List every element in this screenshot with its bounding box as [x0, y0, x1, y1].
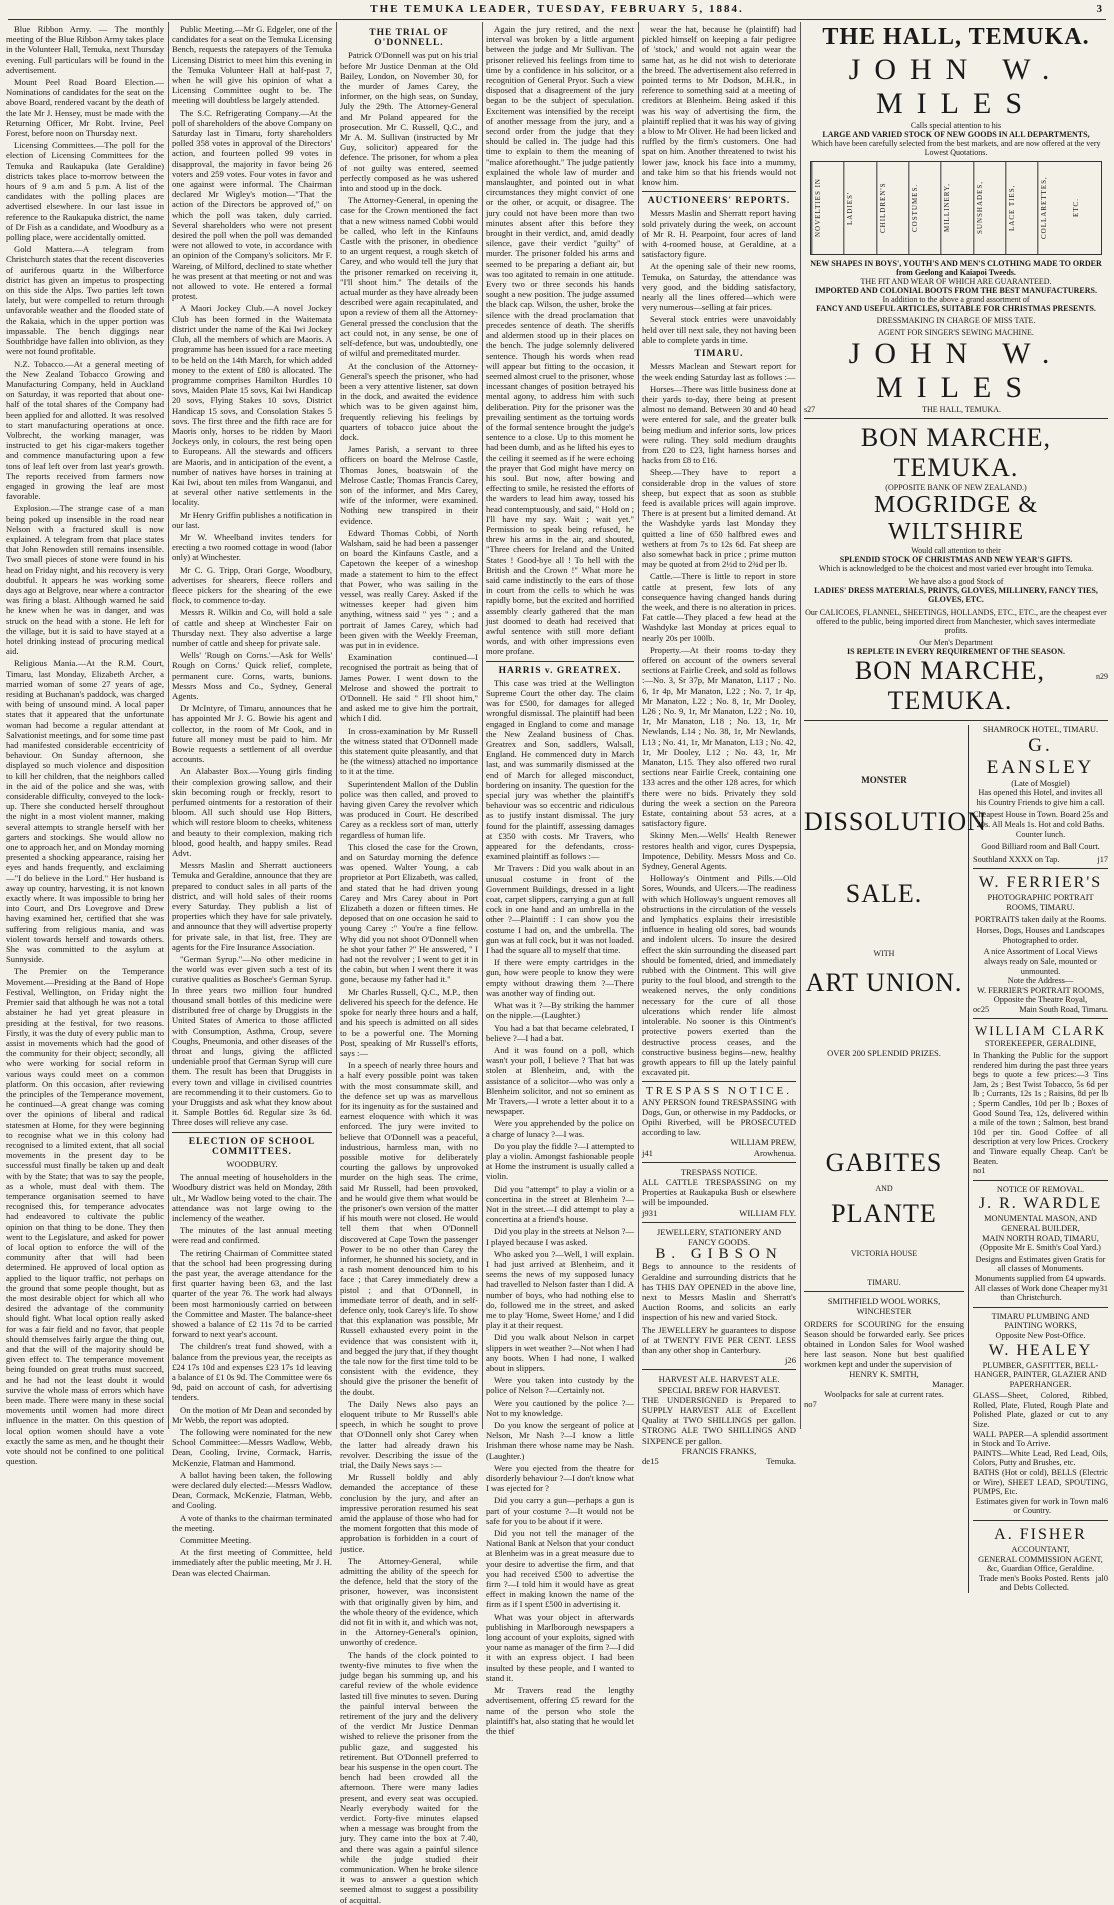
imported-text: IMPORTED AND COLONIAL BOOTS FROM THE BEST MANUFACTURERS. — [815, 286, 1097, 295]
school-paragraph: A vote of thanks to the chairman terminated the meeting. — [172, 1512, 332, 1533]
bon-text: IS REPLETE IN EVERY REQUIREMENT OF THE SEASON. — [847, 647, 1065, 656]
column-trial — [340, 24, 478, 1905]
news-paragraph: Mr Henry Griffin publishes a notification in our last. — [172, 509, 332, 530]
harris-paragraph: Did you not tell the manager of the National Bank at Nelson that your conduct at Blenheim was in a great measure due to your desire to advertise the firm, and that you had received £500 to advertise the firm ?—I told him it would have as great effect in making known the name of the firm as if I spent £500 in advertising it. — [486, 1528, 634, 1610]
news-paragraph: Messrs Maslin and Sherratt auctioneers Temuka and Geraldine, announce that they are prepared to conduct sales in all parts of the district, and will hold sales of their rooms every Saturday. They publish a list of properties which they have for sale privately, and announce that they will advertise property for private sale, in that list, free. They are agents for the Fire Insurance Association. — [172, 860, 332, 952]
harvest-ale-ad — [642, 1374, 796, 1466]
miles-name: JOHN W. MILES — [848, 337, 1064, 404]
trial-paragraph: Superintendent Mallon of the Dublin police was then called, and proved to having given Carey the revolver which was produced in Court. He described Carey as a reckless sort of man, utterly regardless of human life. — [340, 778, 478, 840]
harris-paragraph: Did you walk about Nelson in carpet slippers in wet weather ?—Not when I had any boots. When I had none, I walked about in slippers. — [486, 1332, 634, 1373]
calls-text: LARGE AND VARIED STOCK OF NEW GOODS IN ALL DEPARTMENTS, — [822, 130, 1090, 139]
lower-ads — [804, 725, 1108, 1593]
trespass-title: TRESPASS NOTICE. — [680, 1166, 758, 1177]
divider — [973, 1520, 1108, 1521]
harris-paragraph: What was your object in afterwards publishing in Marlborough newspapers a long account of your exploits, signed with your name as manager of the firm ?—I did it with an express object. I had been insulted by these people, and I wanted to stand it. — [486, 1611, 634, 1683]
news-paragraph: Mr C. G. Tripp, Orari Gorge, Woodbury, advertises for shearers, fleece rollers and fleece pickers for the shearing of the ewe flock, to commence to-day. — [172, 564, 332, 606]
removal-title: NOTICE OF REMOVAL. — [996, 1184, 1085, 1194]
ferrier-address: Opposite the Theatre Royal, — [993, 995, 1088, 1005]
column-rule — [800, 22, 801, 1429]
harvest-signature: FRANCIS FRANKS, — [681, 1445, 757, 1456]
column-notices — [172, 24, 332, 1578]
school-place: WOODBURY. — [226, 1158, 278, 1169]
news-paragraph: Wells' 'Rough on Corns.'—Ask for Wells' Rough on Corns.' Quick relief, complete, permanent cure. Corns, warts, bunions. Messrs Moss and Co., Sydney, General Agents. — [172, 650, 332, 701]
timaru-paragraph: Sheep.—They have to report a considerable drop in the values of store sheep, but expect that as soon as stubble feed is available prices will again improve. There is at present but a limited demand. At the Washdyke yards last Monday they quitted a line of 650 halfbred ewes and wethers at from 7s to 12s 6d. Fat sheep are also somewhat back in price ; prime mutton may be quoted at from 2½d to 2¾d per lb. — [642, 467, 796, 570]
ad-code: no1 — [973, 1166, 986, 1176]
gea-southland: Southland XXXX on Tap. — [973, 854, 1060, 864]
divider — [804, 418, 1108, 419]
bon-title: BON MARCHE, TEMUKA. — [860, 423, 1052, 482]
trial-paragraph: James Parish, a servant to three officers on board the Melrose Castle, Thomas Jones, boatswain of the Melrose Castle; Thomas Francis Carey, son of the informer, and Mrs Carey, wife of the informer, were examined. Nothing new transpired in their evidence. — [340, 444, 478, 526]
timaru-paragraph: Cattle.—There is little to report in store cattle at present, few lots of any consequence having changed hands during the week, and there is no alteration in prices. Fat cattle—They placed a few head at the Washdyke last Monday at prices equal to nearly 20s per 100lb. — [642, 571, 796, 643]
healey-trades: PLUMBER, GASFITTER, BELL-HANGER, PAINTER, GLAZIER AND PAPERHANGER. — [974, 1360, 1107, 1389]
healey-text: WALL PAPER—A splendid assortment in Stock and To Arrive. — [973, 1429, 1108, 1449]
divider — [642, 1222, 796, 1223]
ferrier-text: PORTRAITS taken daily at the Rooms. — [974, 914, 1107, 924]
addition-text: In addition to the above a grand assortment of — [882, 295, 1030, 304]
bon-marche-ad — [804, 423, 1108, 716]
trespass-notice-2 — [642, 1167, 796, 1218]
miles-name: JOHN W. MILES — [848, 53, 1064, 120]
bon-opp: (OPPOSITE BANK OF NEW ZEALAND.) — [885, 483, 1027, 492]
divider — [486, 661, 634, 662]
harris-paragraph: What was it ?—By striking the hammer on the nipple.—(Laughter.) — [486, 1000, 634, 1021]
agent-text: AGENT FOR SINGER'S SEWING MACHINE. — [878, 328, 1034, 337]
news-paragraph: Gold Mattera.—A telegram from Christchurch states that the recent discoveries of auriferous quartz in the Wilberforce district has given an impetus to prospecting on this side the Alps. Two parties left town lately, but were compelled to return through unfavorable weather and the flooded state of the Rakaia, which in the upper portion was impassable. The bench diggings near Southbridge have fallen into oblivion, as they were not found profitable. — [6, 244, 164, 357]
gea-name: G. EANSLEY — [986, 734, 1095, 778]
fit-text: THE FIT AND WEAR OF WHICH ARE GUARANTEED. — [860, 277, 1052, 286]
ad-code: oc25 — [973, 1004, 990, 1014]
fisher-text: GENERAL COMMISSION AGENT, &c, Guardian Office, Geraldine. — [978, 1554, 1103, 1574]
wardle-text: Designs and Estimates given Gratis for all classes of Monuments. — [975, 1254, 1106, 1274]
harris-paragraph: Were you apprehended by the police on a charge of lunacy ?—I was. — [486, 1118, 634, 1139]
ad-code: j931 — [642, 1207, 658, 1218]
plante-label: PLANTE — [831, 1199, 937, 1228]
clark-ad — [973, 1023, 1108, 1175]
ads-region — [804, 24, 1108, 1593]
smithfield-place: WINCHESTER — [856, 1306, 912, 1316]
with-label: WITH — [873, 949, 895, 958]
trial-paragraph: Mr Charles Russell, Q.C., M.P., then delivered his speech for the defence. He spoke for nearly three hours and a half, and his speech is admitted on all sides to be a powerful one. The Morning Post, speaking of Mr Russell's efforts, says :— — [340, 986, 478, 1058]
divider — [642, 191, 796, 192]
divider — [642, 1369, 796, 1370]
gea-cheapest: Cheapest House in Town. Board 25s and 20s. All Meals 1s. Hot and cold Baths. Counter lunch. — [973, 810, 1108, 839]
clark-text: In Thanking the Public for the support rendered him during the past three years begs to quote a few prices:—3 Tins Jam, 2s ; Best Twist Tobacco, 5s 6d per lb ; Currants, 12s 1s ; Raisins, 8d per lb ; Sperm Candles, 10d per lb ; Boxes of Good Sound Tea, 12s, delivered within a mile of the town ; Salmon, best brand 10d per tin. Good Coffee of all description at very low Prices. Crockery and Tinware equally Cheap. Can't be Beaten. — [973, 1051, 1108, 1166]
news-paragraph: Explosion.—The strange case of a man being poked up insensible in the road near Nelson with a fractured skull is now explained. A telegram from that place states that John Renowden still remains insensible. Two small pieces of stone were found in his head on Friday night, and his recovery is very doubtful. It appears he was working some days ago at Belgrove, near where a contractor was firing a blast. Although warned he said he knew when he was in danger, and was struck on the head with a stone. He left for the village, but it is said to have stayed at a hotel drinking instead of procuring medical aid. — [6, 503, 164, 657]
timaru-paragraph: Horses—There was little business done at their yards to-day, there being at present almost no demand. Between 30 and 40 head were entered for sale, and the greater bulk being medium and inferior sorts, low prices were ruling. They sold medium draughts from £20 to £23, light harness horses and hacks from £8 to £16. — [642, 383, 796, 466]
trial-paragraph: The hands of the clock pointed to twenty-five minutes to five when the judge began his summing up, and his careful review of the whole evidence lasted till five minutes to seven. During the painful interval between the retirement of the jury and the delivery of the verdict Mr Justice Denman wished to relieve the prisoner from the public gaze, and suggested his retirement. But O'Donnell preferred to bear his suspense in the open court. The bench had been crowded all the afternoon. There were many ladies present, and every seat was occupied. Nearly everybody waited for the verdict. Forty-five minutes elapsed when a message was brought from the jury. They came into the box at 7.40, and there was again a painful silence while the judge studied their communication. When he broke silence it was to answer a question which seemed almost to suggest a possibility of acquittal. — [340, 1649, 478, 1905]
wardle-text: MAIN NORTH ROAD, TIMARU, — [982, 1233, 1099, 1243]
ferrier-address: Main South Road, Timaru. — [1019, 1004, 1108, 1014]
wardle-text: MONUMENTAL MASON, AND GENERAL BUILDER, — [984, 1214, 1097, 1233]
timaru-paragraph: Property.—At their rooms to-day they offered on account of the owners several sections at Fairlie Creek, and sold as follows :—No. 3, Sr 37p, Mr Manaton, L117 ; No. 6, 1r 4p, Mr Manaton, L22 ; No. 7, 1r 4p, Mr Manaton, L22 ; No. 8, 1r, Mr Dooley, L26 ; No. 9, 1r, Mr Manaton, L22 ; No. 10, 1r, Mr Manaton, L18 ; No. 13, 1r, Mr Newlands, L14 ; No. 38, 1r, Mr Newlands, L13 ; No. 41, 1r, Mr Manaton, L13 ; No. 42, 1r, Mr Dooley, L12 ; No. 43, 1r, Mr Manaton, L15. They also offered two rural sections near Fairlie Creek, containing one 133 acres and the other 128 acres, for which there were no bids. Privately they sold during the week a section on the Pareora Estate, containing about 53 acres, at a satisfactory figure. — [642, 644, 796, 829]
healey-title: TIMARU PLUMBING AND PAINTING WORKS, — [991, 1311, 1090, 1331]
column-rule — [638, 22, 639, 1429]
wardle-ad — [973, 1185, 1108, 1303]
divider — [804, 720, 1108, 721]
school-paragraph: The minutes of the last annual meeting were read and confirmed. — [172, 1225, 332, 1246]
trial-paragraph: In cross-examination by Mr Russell the witness stated that O'Donnell made this statement quite pleasantly, and that he (the witness) attached no importance to it at the time. — [340, 725, 478, 777]
harris-paragraph: Were you cautioned by the police ?—Not to my knowledge. — [486, 1397, 634, 1418]
school-paragraph: The following were nominated for the new School Committee:—Messrs Wadlow, Webb, Dean, Cooling, Irvine, Cormack, Harris, McKenzie, Flatman and Hammond. — [172, 1427, 332, 1468]
victoria-label: VICTORIA HOUSE — [850, 1249, 918, 1258]
school-title: ELECTION OF SCHOOL COMMITTEES. — [188, 1136, 316, 1157]
department-label: LACE TIES, — [1005, 162, 1037, 254]
ad-code: mal6 — [1091, 1496, 1108, 1506]
harvest-sub: SPECIAL BREW FOR HARVEST. — [657, 1384, 781, 1395]
news-paragraph: Licensing Committees.—The poll for the election of Licensing Committees for the Temuka and Raukapuka (late Geraldine) districts takes place to-morrow between the hours of 9 a.m and 5 p.m. A list of the candidates with the polling places are advertised elsewhere. In our last issue in reference to the Raukapuka district, the name of Dr Fish as a candidate, and Woodbury as a polling place, were accidentally omitted. — [6, 140, 164, 243]
gea-late: (Late of Mosgiel) — [1011, 778, 1070, 788]
fancy-text: FANCY AND USEFUL ARTICLES, SUITABLE FOR CHRISTMAS PRESENTS. — [816, 304, 1096, 313]
harris-paragraph: Do you play the fiddle ?—I attempted to play a violin. Amongst fashionable people at Home the instrument is usually called a violin. — [486, 1140, 634, 1182]
jeweller-name: B. GIBSON — [655, 1246, 783, 1263]
trespass-text: ANY PERSON found TRESPASSING with Dogs, Gun, or otherwise in my Paddocks, or Opihi Riverbed, will be PROSECUTED according to law. — [642, 1096, 796, 1138]
harvest-text: THE UNDERSIGNED is Prepared to SUPPLY HARVEST ALE of Excellent Quality at TWO SHILLINGS per gallon. STRONG ALE TWO SHILLINGS AND SIXPENCE per gallon. — [642, 1394, 796, 1446]
divider — [642, 1162, 796, 1163]
ferrier-text: Horses, Dogs, Houses and Landscapes Photographed to order. — [976, 926, 1105, 945]
art-union-label: ART UNION. — [805, 968, 963, 997]
gea-note: Has opened this Hotel, and invites all his Country Friends to give him a call. — [976, 788, 1105, 807]
divider — [973, 1307, 1108, 1308]
healey-sub: Opposite New Post-Office. — [995, 1330, 1086, 1340]
fisher-text: Trade men's Books Posted. Rents and Debts Collected. — [978, 1573, 1090, 1593]
divider — [642, 1081, 796, 1082]
news-paragraph: Mount Peel Road Board Election.—Nominations of candidates for the seat on the above Board, rendered vacant by the death of the late Mr J. Hensey, must be made with the Returning Officer, Mr Robt. Irvine, Peel Forest, before noon on Thursday next. — [6, 77, 164, 139]
clark-name: WILLIAM CLARK — [974, 1023, 1107, 1039]
hall-subtitle: THE HALL, TEMUKA. — [922, 405, 1002, 414]
auction-title: AUCTIONEERS' REPORTS. — [647, 196, 791, 207]
harris-paragraph: wear the hat, because he (plaintiff) had pickled himself on keeping a fair pedigree of 'stock,' and would not again wear the same hat, as he did not wish to deteriorate the breed. The advertisement also referred in pointed terms to Mr Dodson, M.H.R., in reference to something said at a meeting of creditors at Blenheim. Being asked if this was his way of advertising the firm, the plaintiff replied that it was his way of giving a blow to Mr Oliver. He had been licked and ruffled by the firm's customers. One had spat on him. Another threatened to twist his lower jaw, knock his face into a mummy, and take him so that his friends would not know him. — [642, 24, 796, 188]
ad-code: my31 — [1089, 1283, 1108, 1293]
jewellery-ad — [642, 1227, 796, 1366]
ferrier-ad — [973, 873, 1108, 1014]
harris-paragraph: And it was found on a poll, which wasn't your poll, I believe ? That bat was stolen at Blenheim, and, with the assistance of a solicitor—who was only a Blenheim solicitor, and not so eminent as Mr Travers,—I wrote a letter about it to a newspaper. — [486, 1044, 634, 1117]
trial-title: THE TRIAL OF O'DONNELL. — [369, 28, 449, 49]
ad-code: no7 — [804, 1399, 817, 1409]
school-paragraph: At the first meeting of Committee, held immediately after the public meeting, Mr J. H. Dean was elected Chairman. — [172, 1547, 332, 1578]
small-ad-paragraph: Holloway's Ointment and Pills.—Old Sores, Wounds, and Ulcers.—The readiness with which Holloway's unguent removes all obstructions in the circulation of the vessels and lymphatics explains their irresistible influence in healing old sores, bad wounds and indolent ulcers. To insure the desired effect the skin surrounding the diseased part should be fomented, dried, and immediately rubbed with the Ointment. This will give purity to the foul blood, and strength to the weakened nerves, the only conditions necessary for the cure of all those ulcerations which render life almost intolerable. No sooner is this Ointment's protective powers exerted than the destructive process ceases, and the constructive business begins—new, healthy growth appears to fill up the lately painful excavated pit. — [642, 873, 796, 1078]
dissolution-label: DISSOLUTION — [804, 807, 987, 836]
divider — [973, 868, 1108, 869]
shamrock-title: SHAMROCK HOTEL, TIMARU. — [982, 725, 1099, 734]
calls-text: Calls special attention to his — [910, 121, 1002, 130]
mogridge-name: MOGRIDGE & WILTSHIRE — [874, 492, 1038, 545]
clark-store: STOREKEEPER, GERALDINE, — [984, 1039, 1097, 1049]
trial-paragraph: The Attorney-General, while admitting the ability of the speech for the defence, held that the story of the prisoner, however, was inconsistent with that originally given by him, and the whole theory of the evidence, which did not fit in with it, and which was not, in the Attorney-General's opinion, unworthy of credence. — [340, 1555, 478, 1648]
calls-text: Which have been carefully selected from the best markets, and are now offered at the very Lowest Quotations. — [811, 139, 1101, 157]
news-paragraph: Dr McIntyre, of Timaru, announces that he has appointed Mr J. G. Bowie his agent and collector, in the room of Mr Cook, and in future all money must be paid to him. Mr Bowie requests a settlement of all overdue accounts. — [172, 703, 332, 765]
department-label: NOVELTIES IN — [811, 162, 843, 254]
trial-paragraph: The Attorney-General, in opening the case for the Crown mentioned the fact that a new witness named Cobbi would be called, who left in the Kinfauns Castle with the prisoner, in obedience to an urgent request, a rough sketch of Carey, and who would tell the jury that the prisoner remarked on receiving it, "I'll shoot him." The details of the actual murder as they have already been described were again recapitulated, and upon a review of them all the Attorney-General pressed the conclusion that the act could not, in any sense, be one of self-defence, but was, undoubtedly, one of wilful and premeditated murder. — [340, 195, 478, 359]
ad-code: j17 — [1097, 854, 1108, 864]
healey-text: Estimates given for work in Town or Country. — [975, 1496, 1089, 1516]
ad-code: jal0 — [1095, 1573, 1108, 1583]
bon-text: Our Men's Department — [919, 638, 993, 647]
news-paragraph: "German Syrup."—No other medicine in the world was ever given such a test of its curative qualities as Boschee's German Syrup. In three years two million four hundred thousand small bottles of this medicine were distributed free of charge by Druggists in the United States of America to those afflicted with Consumption, Asthma, Croup, severe Coughs, Pneumonia, and other diseases of the throat and lungs, giving the afflicted undeniable proof that German Syrup will cure them. The result has been that Druggists in every town and village in civilised countries are recommending it to their customers. Go to your Druggists and ask what they know about it. Sample Bottles 6d. Regular size 3s 6d. Three doses will relieve any case. — [172, 954, 332, 1128]
healey-name: W. HEALEY — [988, 1341, 1093, 1359]
harris-paragraph: Mr Travers read the lengthy advertisement, offering £5 reward for the name of the person who stole the plaintiff's hat, also stating that he would let the thief — [486, 1685, 634, 1736]
ferrier-name: W. FERRIER'S — [978, 874, 1103, 892]
trial-paragraph: This closed the case for the Crown, and on Saturday morning the defence was opened. Walter Young, a cab proprietor at Port Elizabeth, was called, and stated that he had driven young Carey and Mrs Carey about in Port Elizabeth a dozen or fifteen times. He deposed that on one occasion he said to young Carey :" You're a fine fellow. Why did you not shoot O'Donnell when he shot your father ?" He answered, " I had not the revolver ; I went to get it in the cabin, but when I went there it was gone, because my father had it." — [340, 841, 478, 985]
news-paragraph: The Premier on the Temperance Movement.—Presiding at the Band of Hope Festival, Wellington, on Friday night the Premier said that although he was not a total abstainer he had yet great pleasure in presiding at the festival, for two reasons. Firstly, it was the duty of every public man to assist in movements which had the good of the community for their object; secondly, all who were working for social reform in various ways could meet on a common platform. On this occasion, after reviewing the principles of the Temperance movement, he continued—A great change was coming over the opinions of liberal and radical statesmen at Home, for they were beginning to recognise what we in this colony had recognised to a limited extent, that all social movements in the present day to be successful must finally be taken up and dealt with by the State; that was to say the people, as a whole, must deal with them. The temperance organisation seemed to have recognised this, for temperance advocates had endeavored to cultivate the public opinion on that thing to be done. They then went to the Legislature, and asked for power of local option to enforce the will of the community after that will had been determined. He approved of local option as applied to the liquor traffic, not perhaps on the ground that some people thought, but as the most desirable object for which all who desired the advantage of the community should fight. What local option really asked for was a fair field and no favor, that people should themselves fairly argue the thing out, and that the will of the majority should be given effect to. The temperance movement being founded on great truths must succeed, and he had not the least doubt it would survive the whole mass of errors which have been made. There were many in these social movements until women had more direct influence in the matter. On this question of local option women should have a vote exactly the same as men, and he thought their vote should not be confined to one political question. — [6, 966, 164, 1467]
school-paragraph: On the motion of Mr Dean and seconded by Mr Webb, the report was adopted. — [172, 1404, 332, 1425]
jewellery-text2: The JEWELLERY he guarantees to dispose of at TWENTY FIVE PER CENT. LESS than any other shop in Canterbury. — [642, 1324, 796, 1355]
school-paragraph: Committee Meeting. — [180, 1535, 252, 1546]
auction-paragraph: Messrs Maslin and Sherratt report having sold privately during the week, on account of Mr R. H. Pearpoint, four acres of land with 4-roomed house, at Geraldine, at a satisfactory figure. — [642, 208, 796, 260]
harris-paragraph: Did you carry a gun—perhaps a gun is part of your costume ?—It would not be safe for you to be about if it were. — [486, 1495, 634, 1526]
ad-code: j41 — [642, 1147, 653, 1158]
masthead — [0, 0, 1114, 18]
news-paragraph: N.Z. Tobacco.—At a general meeting of the New Zealand Tobacco Growing and Manufacturing Company, held in Auckland on Saturday, it was reported that about one-half of the total shares of the Company had been applied for and allotted. It was resolved to start manufacturing operations at once. Volbrecht, the working manager, was instructed to get his cigar-makers together and commence manufacturing upon a few tons of leaf left over from last year's growth. The reports received from farmers now engaged in growing the leaf are most favorable. — [6, 358, 164, 502]
bon-text: LADIES' DRESS MATERIALS, PRINTS, GLOVES, MILLINERY, FANCY TIES, GLOVES, ETC. — [814, 586, 1098, 604]
wardle-text: All classes of Work done Cheaper than Christchurch. — [974, 1283, 1088, 1303]
school-paragraph: A ballot having been taken, the following were declared duly elected:—Messrs Wadlow, Dean, Cormack, McKenzie, Flatman, Webb, and Cooling. — [172, 1469, 332, 1511]
trial-paragraph: The Daily News also pays an eloquent tribute to Mr Russell's able speech, in which he sought to prove that O'Donnell only shot Carey when the latter had already drawn his revolver. Describing the issue of the trial, the Daily News says :— — [340, 1398, 478, 1471]
column-harris — [486, 24, 634, 1736]
timaru-title: TIMARU. — [694, 349, 744, 360]
harris-paragraph: Were you ejected from the theatre for disorderly behaviour ?—I don't know what I was ejected for ? — [486, 1462, 634, 1494]
column-rule — [336, 22, 337, 1429]
harris-title: HARRIS v. GREATREX. — [498, 665, 622, 676]
news-paragraph: Blue Ribbon Army. — The monthly meeting of the Blue Ribbon Army takes place in the Volunteer Hall, Temuka, next Thursday evening. Full particulars will be found in the advertisement. — [6, 24, 164, 75]
trial-paragraph: At the conclusion of the Attorney-General's speech the prisoner, who had been a very attentive listener, sat down in the dock, and awaited the evidence which was to be given against him, frequently relieving his feelings by quarters of tobacco juice about the dock. — [340, 360, 478, 442]
ad-code: j26 — [785, 1355, 796, 1366]
healey-text: BATHS (Hot or cold), BELLS (Electric or Wire), SHEET LEAD, SPOUTING, PUMPS, Etc. — [973, 1468, 1108, 1497]
divider — [973, 1180, 1108, 1181]
trial-paragraph: Mr Russell boldly and ably demanded the acceptance of these conclusion by the jury, and after an impressive peroration resumed his seat amid the applause of those who had for the moment forgotten that this mode of approbation is forbidden in a court of justice. — [340, 1472, 478, 1554]
bon-text: We have also a good Stock of — [908, 577, 1004, 586]
harvest-place: Temuka. — [766, 1456, 796, 1467]
department-label: LADIES' — [843, 162, 875, 254]
healey-ad — [973, 1312, 1108, 1516]
bon-text: SPLENDID STOCK OF CHRISTMAS AND NEW YEAR'S GIFTS. — [839, 555, 1073, 564]
smithfield-role: Manager. — [932, 1379, 964, 1389]
department-label: SUNSHADES, — [973, 162, 1005, 254]
department-label: ETC. — [1071, 198, 1080, 218]
harris-paragraph: Did you "attempt" to play a violin or a concertina in the street at Blenheim ?—Not in the street.—I did attempt to play a concertina at a friend's house. — [486, 1183, 634, 1225]
prizes-label: OVER 200 SPLENDID PRIZES. — [827, 1048, 941, 1058]
jewellery-text: Begs to announce to the residents of Geraldine and surrounding districts that he has THIS DAY OPENED in the above line, next to Messrs Maslin and Sherratt's Auction Rooms, and solicits an early inspection of his new and varied Stock. — [642, 1261, 796, 1323]
news-paragraph: Mr W. Wheelband invites tenders for erecting a two roomed cottage in wood (labor only) at Winchester. — [172, 531, 332, 563]
hall-title: THE HALL, TEMUKA. — [822, 24, 1090, 50]
news-paragraph: Public Meeting.—Mr G. Edgeler, one of the candidates for a seat on the Temuka Licensing Bench, requests the ratepayers of the Temuka Licensing District to meet him this evening in the Temuka Volunteer Hall at half-past 7, when he will give his opinion of what a Licensing Committee ought to be. The meeting will doubtless be largely attended. — [172, 24, 332, 106]
shapes-text: NEW SHAPES IN BOYS', YOUTH'S AND MEN'S CLOTHING MADE TO ORDER from Geelong and Kaiapoi Tweeds. — [810, 259, 1102, 277]
wardle-text: Monuments supplied from £4 upwards. — [975, 1273, 1106, 1283]
page-number: 3 — [1096, 3, 1104, 15]
harris-paragraph: Who asked you ?—Well, I will explain. I had just arrived at Blenheim, and it seems the news of my supposed lunacy had travelled to Nelson faster than I did. A number of boys, who had nothing else to do, followed me in the street, and asked me to play 'Home, Sweet Home,' and I did play it at their request. — [486, 1248, 634, 1331]
news-paragraph: Religious Mania.—At the R.M. Court, Timaru, last Monday, Elizabeth Archer, a married woman of some 27 years of age, residing at Buchanan's paddock, was charged with being of unsound mind. A local paper states that it appeared that the unfortunate woman had become a regular attendant at Salvationist meetings, and for some time past had manifested considerable eccentricity of behaviour. On Sunday afternoon, she displayed so much violence and disposition to kill her children, that the neighbors called in the aid of the police and she was, with considerable difficulty, conveyed to the lock-up. There she conducted herself throughout the night in a most violent manner, making several attempts to strangle herself with her garters and stockings. She would allow no one to approach her, and on Monday morning presented a shocking appearance, raising her eyes and hands frequently, and exclaiming—"I do believe in the Lord." Her husband is away up country, harvesting, it is not known exactly where. It was impossible to bring her into Court, and Drs Lovegrove and Drew having examined her, certified that she was suffering from religious mania, and was violent towards herself and towards others. She was committed to the asylum at Sunnyside. — [6, 658, 164, 965]
monster-label: MONSTER — [861, 775, 907, 785]
auction-paragraph: At the opening sale of their new rooms, Temuka, on Saturday, the attendance was very good, and the bidding satisfactory, nearly all the lines offered—which were very numerous—selling at fair prices. — [642, 261, 796, 313]
ferrier-photo: PHOTOGRAPHIC PORTRAIT ROOMS, TIMARU. — [987, 893, 1094, 912]
column-local-news — [6, 24, 164, 1467]
divider — [973, 1018, 1108, 1019]
divider — [804, 1291, 964, 1292]
school-paragraph: The children's treat fund showed, with a balance from the previous year, the receipts as £24 17s 10d and expenses £23 17s 1d leaving a balance of £1 0s 9d. The Committee were 6s 9d, paid on account of cash, for advertising tenders. — [172, 1341, 332, 1403]
trespass-signature: WILLIAM FLY. — [739, 1207, 796, 1218]
department-label: MILLINERY, — [940, 162, 972, 254]
trespass-signature: WILLIAM PREW, — [730, 1137, 796, 1148]
school-paragraph: The retiring Chairman of Committee stated that the school had been progressing during the past year, the average attendance for the first quarter having been 63, and the last quarter of the year 76. The work had always been most harmoniously carried on between the Committee and Master. The balance-sheet showed a balance of £2 11s 7d to be carried forward to next year's account. — [172, 1247, 332, 1340]
harris-paragraph: Mr Travers : Did you walk about in an unusual costume in front of the Government Buildings, dressed in a light coat, carpet slippers, carrying a gun at full cock in one hand and an umbrella in the other ?—Plaintiff : I can show you the costume I had on, and the umbrella. The gun was at full cock, but it was not loaded. I had the square all to myself that time. — [486, 863, 634, 956]
harris-paragraph: If there were empty cartridges in the gun, how were people to know they were empty without drawing them ?—There was another way of finding out. — [486, 957, 634, 998]
shamrock-ad — [973, 725, 1108, 864]
news-paragraph: Messrs R. Wilkin and Co, will hold a sale of cattle and sheep at Winchester Fair on Thursday next. They also advertise a large number of cattle and sheep for private sale. — [172, 607, 332, 648]
column-auction — [642, 24, 796, 1467]
harris-paragraph: This case was tried at the Wellington Supreme Court the other day. The claim was for £500, for damages for alleged wrongful dismissal. The plaintiff had been engaged in England to come and manage the New Zealand business of Chas. Greatrex and Son, saddlers, Walsall, England. He commenced duty in March last, and was summarily dismissed at the end of March for alleged misconduct, bordering on insanity. The question for the special jury was whether the plaintiff's behaviour was so eccentric and ridiculous as to justify instant dismissal. The jury found for the plaintiff, assessing damages at £350 with costs. Mr Travers, who appeared for the defendants, cross-examined plaintiff as follows :— — [486, 677, 634, 862]
gabites-label: GABITES — [825, 1148, 943, 1177]
ferrier-text: Note the Address— — [1007, 976, 1074, 986]
masthead-title: THE TEMUKA LEADER, TUESDAY, FEBRUARY 5, 1884. — [370, 3, 744, 15]
harris-paragraph: Did you play in the streets at Nelson ?—I played because I was asked. — [486, 1226, 634, 1247]
trial-paragraph: Patrick O'Donnell was put on his trial before Mr Justice Denman at the Old Bailey, London, on November 30, for the murder of James Carey, the informer, on the high seas, on Sunday, July the 29th. The Attorney-General and Mr Poland appeared for the prosecution. Mr C. Russell, Q.C., and Mr A. M. Sullivan (instructed by Mr Guy, solicitor) appeared for the defence. The prisoner, for whom a plea of not guilty was entered, seemed perfectly composed as he was ushered into and stood up in the dock. — [340, 50, 478, 194]
smithfield-title: SMITHFIELD WOOL WORKS, — [827, 1296, 941, 1306]
column-rule — [482, 22, 483, 1429]
bon-text: Would call attention to their — [911, 546, 1001, 555]
smithfield-foot: Woolpacks for sale at current rates. — [824, 1389, 944, 1399]
wardle-text: (Opposite Mr E. Smith's Coal Yard.) — [980, 1243, 1101, 1253]
divider — [172, 1132, 332, 1133]
timaru-label: TIMARU. — [867, 1278, 901, 1287]
trial-paragraph: Examination continued—I recognised the portrait as being that of James Power. I went down to the Melrose and showed the portrait to O'Donnell. He said " I'll shoot him," and asked me to give him the portrait, which I did. — [340, 652, 478, 724]
healey-text: GLASS—Sheet, Colored, Ribbed, Rolled, Plate, Fluted, Rough Plate and Polished Plate, glazed or cut to any Size. — [973, 1391, 1108, 1430]
fisher-text: ACCOUNTANT, — [1011, 1545, 1070, 1554]
column-rule — [168, 22, 169, 1429]
ferrier-text: A nice Assortment of Local Views always ready on Sale, mounted or unmounted. — [983, 947, 1098, 976]
trial-paragraph: In a speech of nearly three hours and a half every possible point was taken with the most consummate skill, and the defence set up was as marvellous for its ingenuity as for the sustained and earnest eloquence with which it was enforced. The jury were invited to believe that O'Donnell was a peaceful, industrious, harmless man, with no possible motive for deliberately courting the gallows by unprovoked murder on the high seas. The crime, said Mr Russell, had been provoked, and he would give them what would be the prisoner's own version of the matter if his mouth were not closed. He would tell them that when O'Donnell discovered at Cape Town the passenger Power to be no other than Carey the informer, he shunned his society, and in a rash moment denounced him to his face ; that Carey immediately drew a pistol ; and that O'Donnell, in immediate terror of death, and in self-defence only, took Carey's life. To show that this explanation was possible, Mr Russell exhausted every point in the evidence that was consistent with it, and begged the jury that, if they thought the tale now for the first time told to be consistent with the evidence, they should give the prisoner the benefit of the doubt. — [340, 1060, 478, 1397]
auction-paragraph: Several stock entries were unavoidably held over till next sale, they not having been able to complete yards in time. — [642, 314, 796, 345]
fisher-ad — [973, 1525, 1108, 1593]
trial-paragraph: Edward Thomas Cobbi, of North Walsham, said he had been a passenger on board the Kinfauns Castle, and a Capetown the keeper of a wineshop made a statement to him to the effect that Power, who was sailing in the vessel, was really Carey. Asked if the witnesses keeper had given him anything, witness said " yes " ; and a portrait of James Carey, which had been given with the Weekly Freeman, was put in in evidence. — [340, 527, 478, 650]
trespass-place: Arowhenua. — [753, 1147, 796, 1158]
school-paragraph: The annual meeting of householders in the Woodbury district was held on Monday, 28th ult., Mr Wadlow being voted to the chair. The attendance was not large owing to the inclemency of the weather. — [172, 1172, 332, 1223]
bon-text: Which is acknowledged to be the choicest and most varied ever brought into Temuka. — [818, 564, 1094, 573]
ferrier-address: W. FERRIER'S PORTRAIT ROOMS, — [976, 985, 1105, 995]
wardle-name: J. R. WARDLE — [978, 1195, 1103, 1213]
harris-paragraph: Do you know the sergeant of police at Nelson, Mr Nash ?—I know a little Irishman there whose name may be Nash. (Laughter.) — [486, 1420, 634, 1461]
ad-code: de15 — [642, 1456, 659, 1467]
news-paragraph: An Alabaster Box.—Young girls finding their complexion growing sallow, and their skin becoming rough or freckly, resort to perfumed ointments for a restoration of their bloom. All such should use Hop Bitters, which will restore bloom to cheeks, whiteness and beauty to their complexion, making rich blood, good health, and happy smiles. Read Advt. — [172, 766, 332, 859]
smithfield-ad — [804, 1296, 964, 1409]
harris-paragraph: Were you taken into custody by the police of Nelson ?—Certainly not. — [486, 1375, 634, 1396]
trespass-notice-1 — [642, 1086, 796, 1157]
news-paragraph: The S.C. Refrigerating Company.—At the poll of shareholders of the above Company on Saturday last in Timaru, forty shareholders polled 358 votes in approval of the Directors' action, and fourteen polled 99 votes in disapproval, the majority in favor being 26 voters and 259 votes. Four votes in favor and one against were informal. The Chairman declared Mr Wigley's motion—"That the action of the Directors be approved of," on which the poll was taken, duly carried. Several shareholders who were not present desired the poll when the poll was demanded were not allowed to vote, in accordance with an opinion of the Company's solicitors. Mr F. Wareing, of Milford, declined to state whether he was present at that meeting or not and was not allowed to vote. He entered a formal protest. — [172, 107, 332, 302]
department-label: CHILDREN'S — [876, 162, 908, 254]
smithfield-signature: HENRY K. SMITH, — [849, 1369, 919, 1379]
right-narrow-ads — [969, 725, 1108, 1593]
department-label: COSTUMES. — [908, 162, 940, 254]
bon-text: Our CALICOES, FLANNEL, SHEETINGS, HOLLANDS, ETC., ETC., are the cheapest ever offered to the public, being imported direct from Manchester, which saves intermediate profits. — [805, 608, 1107, 635]
sale-label: SALE. — [845, 879, 923, 908]
dress-text: DRESSMAKING IN CHARGE OF MISS TATE. — [876, 316, 1036, 325]
trial-paragraph: Again the jury retired, and the next interval was broken by a little argument between the judge and Mr Sullivan. The prisoner relieved his feelings from time to time by a confidence in his solicitor, or a recognition of General Pryor. Such a view disposed that a disagreement of the jury began to be the subject of speculation. Excitement was intensified by the receipt of another message from the jury, and a second order from the judge that they should be called in. The judge had this time to explain to them the meaning of "malice aforethought." The judge patiently explained the whole law of murder and manslaughter, and pointed out in what circumstances they might convict of one or the other, or acquit, or disagree. The jury could not have been more than two minutes absent after this before they brought in their verdict, and, amid deadly silence, gave their verdict "guilty" of murder. The prisoner folded his arms and seemed to be preparing a defiant air, but was too agitated to remain in one attitude. Every two or three seconds his hands sought a new position. The judge assumed the black cap. Wilson, the usher, broke the silence with the dread proclamation that precedes sentence of death. The sheriffs and aldermen stood up in their places on the bench. The judge solemnly delivered sentence. Though his words when read will appear but fitting to the occasion, it seemed almost cruel to the prisoner, whose incessant changes of position betrayed his mental agony, to address him with such deliberation. Pity for the prisoner was the prevailing sentiment as the tortuing words of the formal sentence brought the judge's sentence to a close. Up to this moment he had been dumb, and as he lifted his eyes to the ceiling it seemed as if he were echoing the prayer that God might have mercy on his soul. But now, after bowing and effecting to smile, he resisted the efforts of the warders to lead him away, tossed his head contemptuously, and said, " Hold on ; I'll have my say. Wait ; wait yet." Permission to speak being refused, he threw his arms in the air, and shouted, "Three cheers for Ireland and the United States ! Good-bye all ! To hell with the British and the Crown !" What more he said came indistinctly to the ears of those in court from the cells to which he was rapidly borne, but the excited and horrified assembly clearly gathered that the man just doomed to death had received that awful sentence with still more defiant words, and with other impressions even more profane. — [486, 24, 634, 657]
gea-billiard: Good Billiard room and Ball Court. — [981, 842, 1100, 852]
fisher-name: A. FISHER — [994, 1526, 1087, 1543]
news-paragraph: A Maori Jockey Club.—A novel Jockey Club has been formed in the Waitemata district under the name of the Kai Iwi Jockey Club, all the members of which are Maoris. A programme has been issued for a race meeting to be held on the 14th March, for which added money to the extent of £80 is allocated. The programme comprises Hamilton Hurdles 10 sovs, Maiden Plate 15 sovs, Kai Iwi Handicap 20 sovs, Flying Stakes 10 sovs, District Handicap 15 sovs, and Consolation Stakes 5 sovs. The first three and the fifth race are for Maoris only, horses to be ridden by Maori Jockeys only, in colours, the rest being open to Europeans. All the stewards and officers are Maoris, and in anticipation of the event, a number of natives have horses in training at Kai Iwi, about ten miles from Wanganui, and at several other native settlements in the locality. — [172, 303, 332, 508]
harris-paragraph: You had a bat that became celebrated, I believe ?—I had a bat. — [486, 1022, 634, 1043]
department-label: COLLARETTES, — [1037, 162, 1069, 254]
timaru-paragraph: Messrs Maclean and Stewart report for the week ending Saturday last as follows :— — [642, 361, 796, 382]
small-ad-paragraph: Skinny Men.—Wells' Health Renewer restores health and vigor, cures Dyspepsia, Impotence, Debility. Messrs Moss and Co. Sydney, General Agents. — [642, 830, 796, 872]
smithfield-text: ORDERS for SCOURING for the ensuing Season should be forwarded early. See prices obtained in London Sales for Wool washed here last season. None but best qualified workmen kept and under the supervision of — [804, 1319, 964, 1369]
bon-title: BON MARCHE, TEMUKA. — [854, 656, 1046, 715]
hall-ad — [804, 24, 1108, 414]
trespass-title: TRESPASS NOTICE. — [645, 1085, 792, 1098]
and-label: AND — [875, 1184, 893, 1193]
trespass-text: ALL CATTLE TRESPASSING on my Properties at Raukapuka Bush or elsewhere will be impounded. — [642, 1176, 796, 1208]
harvest-title: HARVEST ALE. HARVEST ALE. — [658, 1374, 780, 1385]
jewellery-title: JEWELLERY, STATIONERY AND FANCY GOODS. — [656, 1226, 782, 1247]
departments-box — [810, 161, 1102, 255]
ad-code: s27 — [804, 405, 816, 414]
top-rule — [8, 19, 1106, 20]
ad-code: n29 — [1096, 672, 1108, 681]
healey-text: PAINTS—White Lead, Red Lead, Oils, Colors, Putty and Brushes, etc. — [973, 1448, 1108, 1468]
